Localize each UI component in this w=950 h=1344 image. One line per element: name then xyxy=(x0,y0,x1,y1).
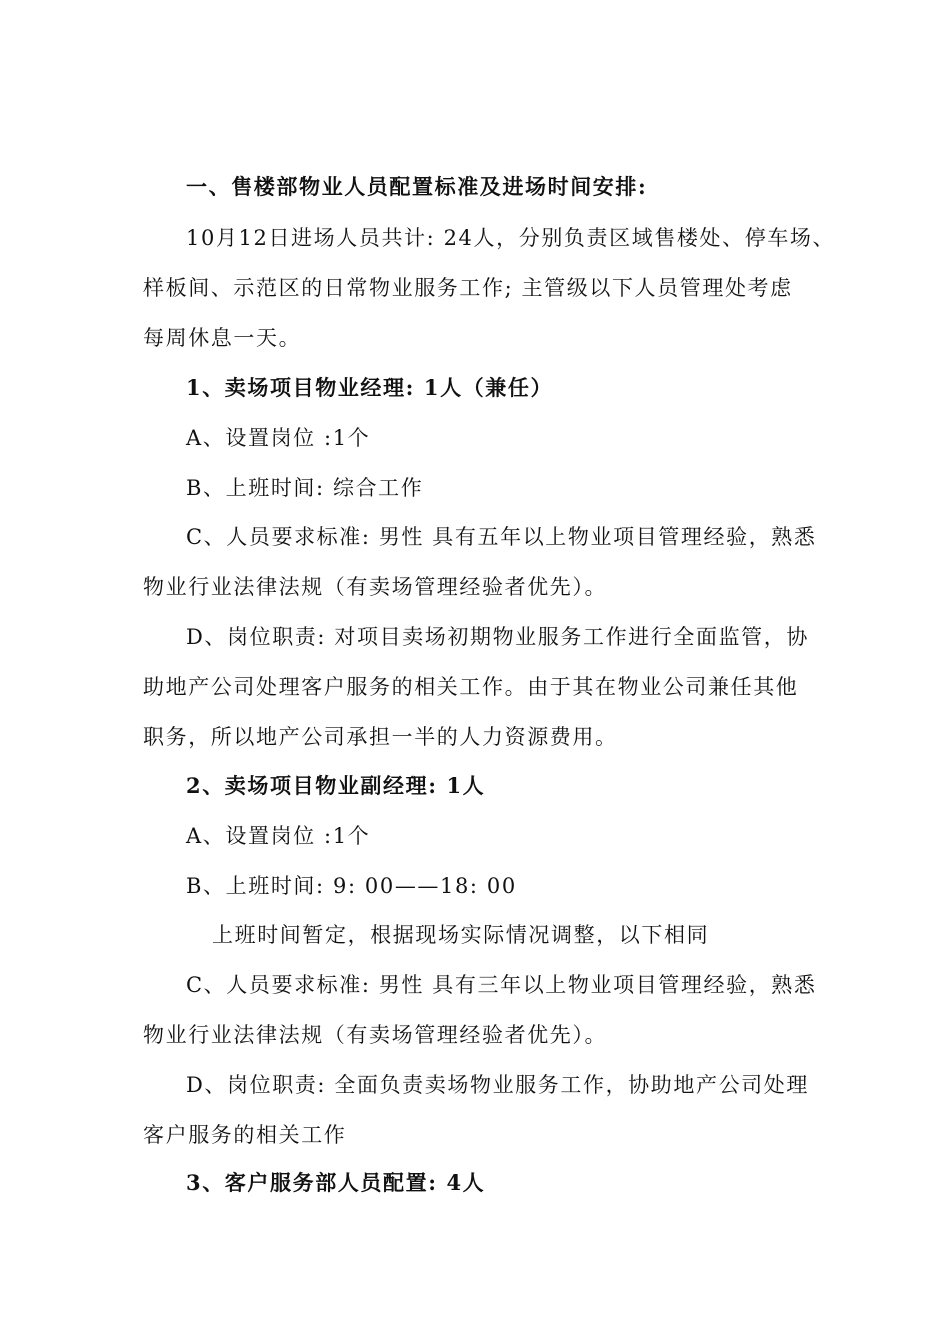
item1-duties: 职务，所以地产公司承担一半的人力资源费用。 xyxy=(143,725,618,749)
item1-duties: 助地产公司处理客户服务的相关工作。由于其在物业公司兼任其他 xyxy=(143,675,799,699)
item3-heading: 3、客户服务部人员配置: 4人 xyxy=(186,1170,486,1195)
item1-duties: D、岗位职责: 对项目卖场初期物业服务工作进行全面监管，协 xyxy=(186,625,809,649)
item2-work-time-note: 上班时间暂定，根据现场实际情况调整，以下相同 xyxy=(212,923,710,947)
item1-position: A、设置岗位 :1个 xyxy=(186,426,371,450)
item2-requirements: 物业行业法律法规（有卖场管理经验者优先）。 xyxy=(143,1023,608,1047)
item1-heading: 1、卖场项目物业经理: 1人（兼任） xyxy=(186,375,554,400)
item1-requirements: C、人员要求标准: 男性 具有五年以上物业项目管理经验，熟悉 xyxy=(186,525,817,549)
item2-requirements: C、人员要求标准: 男性 具有三年以上物业项目管理经验，熟悉 xyxy=(186,973,817,997)
item2-duties: D、岗位职责: 全面负责卖场物业服务工作，协助地产公司处理 xyxy=(186,1073,809,1097)
intro-line: 每周休息一天。 xyxy=(143,326,302,350)
item2-duties: 客户服务的相关工作 xyxy=(143,1123,347,1147)
intro-line: 10月12日进场人员共计: 24人，分别负责区域售楼处、停车场、 xyxy=(186,226,836,250)
item2-work-time: B、上班时间: 9: 00——18: 00 xyxy=(186,874,517,898)
item1-requirements: 物业行业法律法规（有卖场管理经验者优先）。 xyxy=(143,575,608,599)
section-title: 一、售楼部物业人员配置标准及进场时间安排: xyxy=(186,174,648,199)
item2-heading: 2、卖场项目物业副经理: 1人 xyxy=(186,773,486,798)
intro-line: 样板间、示范区的日常物业服务工作; 主管级以下人员管理处考虑 xyxy=(143,276,793,300)
item2-position: A、设置岗位 :1个 xyxy=(186,824,371,848)
item1-work-time: B、上班时间: 综合工作 xyxy=(186,476,424,500)
